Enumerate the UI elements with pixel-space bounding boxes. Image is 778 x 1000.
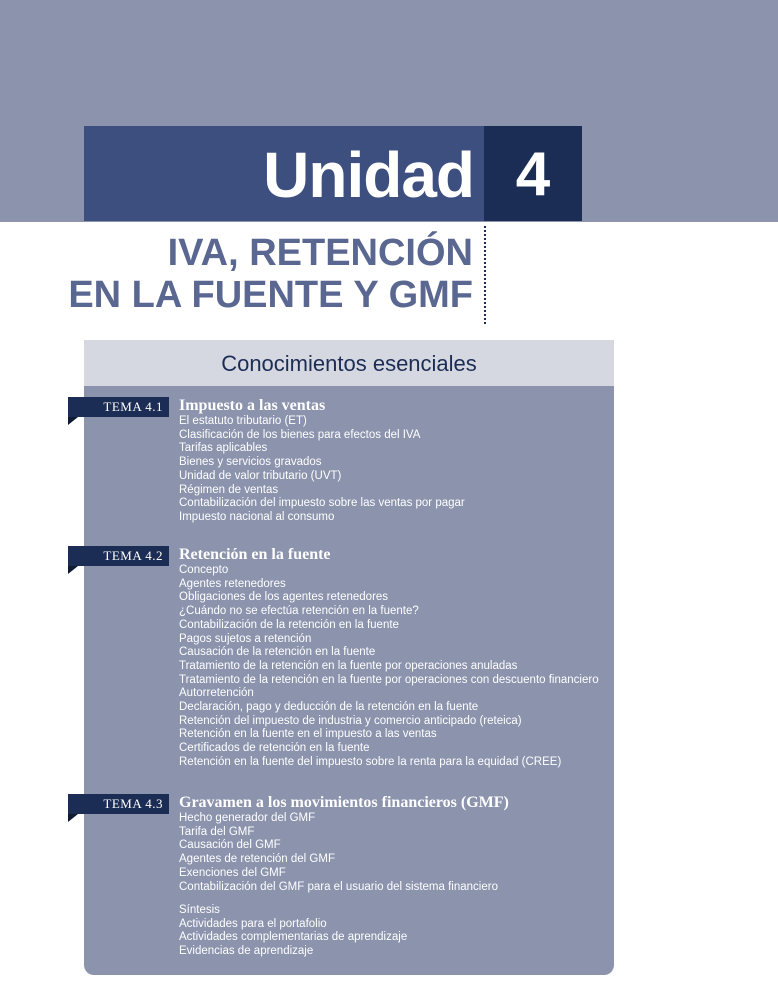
topic-item: Retención en la fuente en el impuesto a las ventas	[179, 728, 437, 741]
topic-item: Hecho generador del GMF	[179, 812, 316, 824]
topic-item: Clasificación de los bienes para efectos del IVA	[179, 428, 421, 441]
topic-item: Causación del GMF	[179, 839, 281, 852]
topic-item: Bienes y servicios gravados	[179, 456, 322, 469]
unit-title-line: IVA, RETENCIÓN	[167, 232, 473, 274]
topic-item: Contabilización del GMF para el usuario del sistema financiero	[179, 880, 498, 893]
topic-tag	[68, 397, 169, 417]
topic-item: Autorretención	[179, 687, 254, 700]
topic-item: Exenciones del GMF	[179, 866, 286, 879]
topic-title: Gravamen a los movimientos financieros (GMF)	[179, 794, 509, 811]
topic-item: El estatuto tributario (ET)	[179, 415, 307, 427]
topic-item: Declaración, pago y deducción de la retención en la fuente	[179, 701, 479, 714]
topic-tag	[68, 546, 169, 566]
topic-item: Tratamiento de la retención en la fuente por operaciones anuladas	[179, 659, 518, 672]
topic-tag	[68, 794, 169, 814]
topic-item: Tarifa del GMF	[179, 825, 255, 838]
dotted-divider	[484, 226, 486, 324]
topic-items	[179, 812, 498, 894]
closing-item: Síntesis	[179, 904, 220, 916]
unit-number: 4	[515, 140, 551, 209]
topic-item: Causación de la retención en la fuente	[179, 646, 376, 659]
closing-items	[179, 904, 407, 959]
contents-panel	[84, 340, 614, 975]
topic-tag-label: TEMA 4.2	[103, 548, 163, 563]
unit-number-box	[484, 126, 582, 221]
unit-label-box	[84, 126, 484, 221]
panel-header-title: Conocimientos esenciales	[221, 351, 477, 376]
topic-item: Concepto	[179, 564, 229, 576]
topic-item: Certificados de retención en la fuente	[179, 742, 370, 755]
topic-item: Contabilización de la retención en la fuente	[179, 618, 399, 631]
topic-item: Obligaciones de los agentes retenedores	[179, 591, 389, 604]
topic-item: Impuesto nacional al consumo	[179, 510, 335, 523]
topic-title: Impuesto a las ventas	[179, 397, 326, 414]
topic-item: Unidad de valor tributario (UVT)	[179, 469, 342, 482]
topic-item: Contabilización del impuesto sobre las ventas por pagar	[179, 497, 465, 510]
panel-header	[84, 340, 614, 386]
topic-item: Agentes de retención del GMF	[179, 853, 335, 866]
topic-tag-label: TEMA 4.3	[103, 796, 163, 811]
topic-item: Retención del impuesto de industria y comercio anticipado (reteica)	[179, 714, 522, 727]
topic-item: Régimen de ventas	[179, 483, 279, 496]
topic-item: Agentes retenedores	[179, 577, 286, 590]
closing-item: Actividades complementarias de aprendizaje	[179, 931, 408, 944]
topic-items	[179, 415, 465, 525]
topic-item: Retención en la fuente del impuesto sobre la renta para la equidad (CREE)	[179, 755, 562, 768]
closing-item: Evidencias de aprendizaje	[179, 945, 314, 958]
topic-item: ¿Cuándo no se efectúa retención en la fuente?	[179, 605, 419, 618]
topic-title: Retención en la fuente	[179, 546, 331, 563]
topic-items	[179, 564, 599, 770]
unit-title	[68, 232, 473, 316]
topic-item: Tratamiento de la retención en la fuente por operaciones con descuento financiero	[179, 673, 599, 686]
topic-item: Pagos sujetos a retención	[179, 632, 312, 645]
topic-item: Tarifas aplicables	[179, 442, 268, 455]
unit-title-line: EN LA FUENTE Y GMF	[68, 274, 473, 316]
closing-item: Actividades para el portafolio	[179, 917, 327, 930]
unit-word: Unidad	[263, 139, 474, 211]
topic-tag-label: TEMA 4.1	[103, 399, 163, 414]
